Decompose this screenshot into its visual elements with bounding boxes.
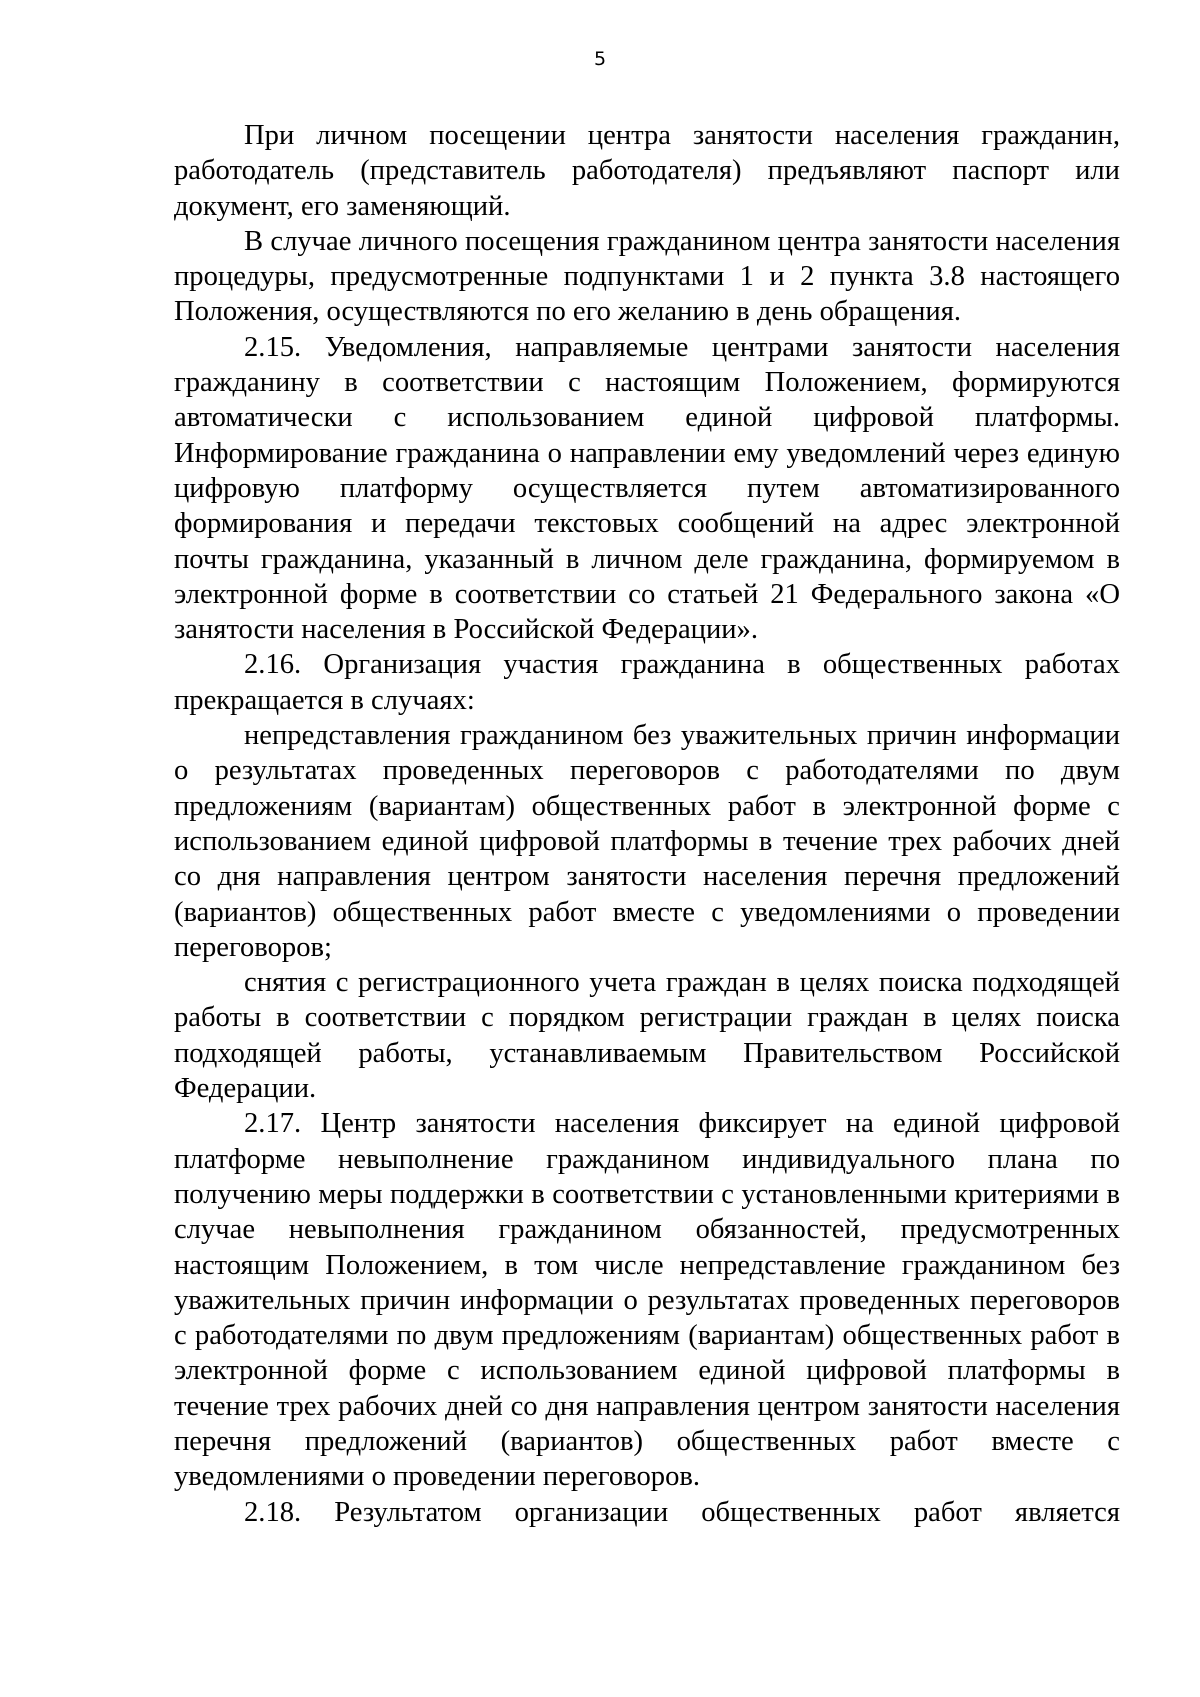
paragraph-2-16: 2.16. Организация участия гражданина в общественных работах прекращается в случаях: [174,649,1120,716]
paragraph-2-16-case-2: снятия с регистрационного учета граждан в целях поиска подходящей работы в соответствии с порядком регистрации граждан в целях поиска подходящей работы, устанавливаемым Правительством Российской Федерации. [174,967,1120,1105]
document-body [174,118,1120,1530]
paragraph-personal-visit: В случае личного посещения гражданином центра занятости населения процедуры, предусмотренные подпунктами 1 и 2 пункта 3.8 настоящего Положения, осуществляются по его желанию в день обращения. [174,225,1120,328]
paragraph-2-17: 2.17. Центр занятости населения фиксирует на единой цифровой платформе невыполнение гражданином индивидуального плана по получению меры поддержки в соответствии с установленными критериями в случае невыполнения гражданином обязанностей, предусмотренных настоящим Положением, в том числе непредставление гражданином без уважительных причин информации о результатах проведенных переговоров с работодателями по двум предложениям (вариантам) общественных работ в электронной форме с использованием единой цифровой платформы в течение трех рабочих дней со дня направления центром занятости населения перечня предложений (вариантов) общественных работ вместе с уведомлениями о проведении переговоров. [174,1108,1120,1493]
paragraph-id-document: При личном посещении центра занятости населения гражданин, работодатель (представитель работодателя) предъявляют паспорт или документ, его заменяющий. [174,120,1120,222]
page-number: 5 [593,48,607,70]
paragraph-2-16-case-1: непредставления гражданином без уважительных причин информации о результатах проведенных переговоров с работодателями по двум предложениям (вариантам) общественных работ в электронной форме с использованием единой цифровой платформы в течение трех рабочих дней со дня направления центром занятости населения перечня предложений (вариантов) общественных работ вместе с уведомлениями о проведении переговоров; [174,720,1120,963]
paragraph-2-15: 2.15. Уведомления, направляемые центрами занятости населения гражданину в соответствии с настоящим Положением, формируются автоматически с использованием единой цифровой платформы. Информирование гражданина о направлении ему уведомлений через единую цифровую платформу осуществляется путем автоматизированного формирования и передачи текстовых сообщений на адрес электронной почты гражданина, указанный в личном деле гражданина, формируемом в электронной форме в соответствии со статьей 21 Федерального закона «О занятости населения в Российской Федерации». [174,331,1120,646]
paragraph-2-18: 2.18. Результатом организации общественных работ является [244,1496,1120,1528]
